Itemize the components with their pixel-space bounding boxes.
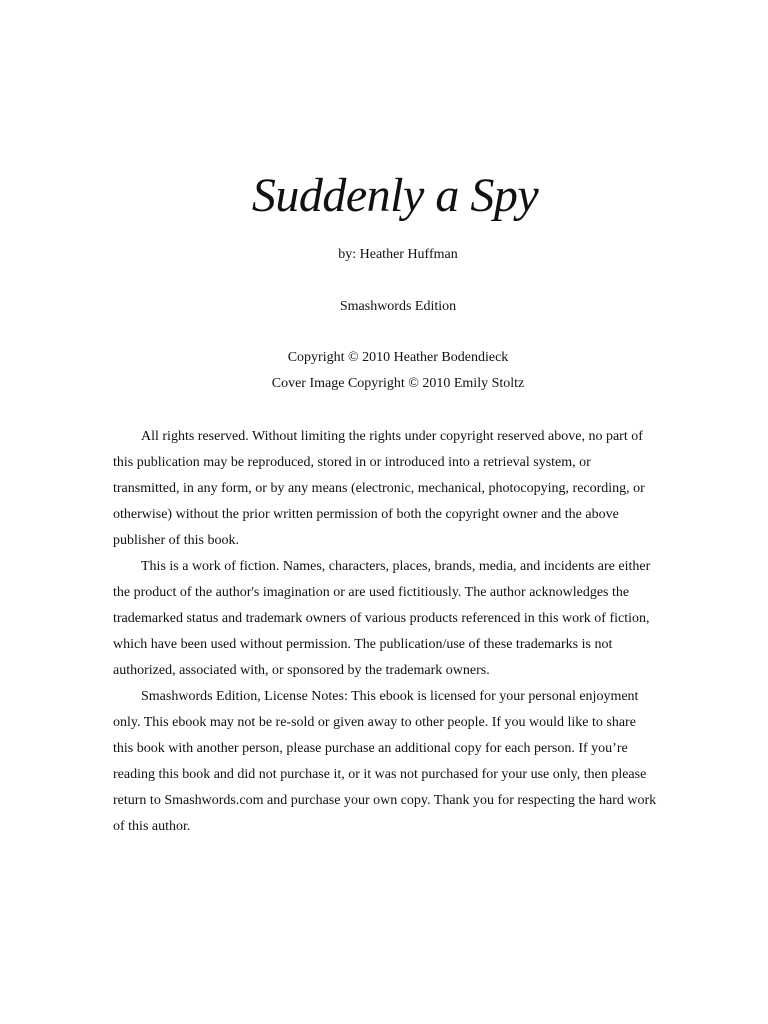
legal-text [113, 424, 658, 840]
fiction-disclaimer-paragraph: This is a work of fiction. Names, characters, places, brands, media, and incidents are either the product of the author's imagination or are used fictitiously. The author acknowledges the trademarked status and trademark owners of various products referenced in this work of fiction, which have been used without permission. The publication/use of these trademarks is not authorized, associated with, or sponsored by the trademark owners. [113, 559, 651, 678]
edition-label: Smashwords Edition [339, 299, 457, 314]
book-title: Suddenly a Spy [251, 169, 539, 222]
cover-image-copyright: Cover Image Copyright © 2010 Emily Stoltz [271, 376, 525, 391]
rights-reserved-paragraph: All rights reserved. Without limiting the rights under copyright reserved above, no part of this publication may be reproduced, stored in or introduced into a retrieval system, or transmitted, in any form, or by any means (electronic, mechanical, photocopying, recording, or otherwise) without the prior written permission of both the copyright owner and the above publisher of this book. [113, 429, 645, 548]
author-byline: by: Heather Huffman [338, 247, 458, 262]
copyright-notice: Copyright © 2010 Heather Bodendieck [287, 350, 509, 365]
license-notes-paragraph: Smashwords Edition, License Notes: This ebook is licensed for your personal enjoyment only. This ebook may not be re-sold or given away to other people. If you would like to share this book with another person, please purchase an additional copy for each person. If you’re reading this book and did not purchase it, or it was not purchased for your use only, then please return to Smashwords.com and purchase your own copy. Thank you for respecting the hard work of this author. [113, 689, 657, 834]
